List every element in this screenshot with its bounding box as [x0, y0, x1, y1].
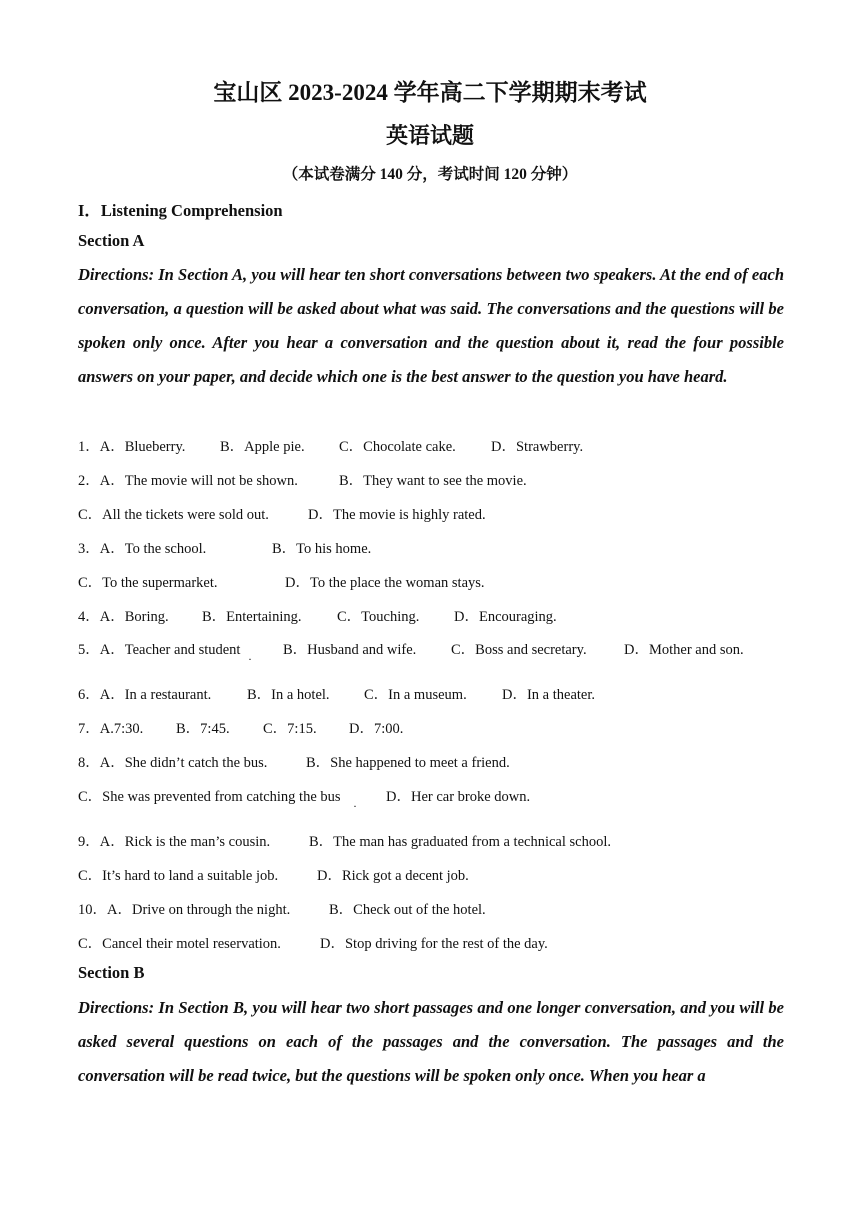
exam-subtitle: 英语试题 [385, 123, 474, 148]
q8-option-d: D．Her car broke down. [386, 789, 531, 805]
q1-option-b: B．Apple pie. [220, 439, 305, 455]
q9-option-b: B．The man has graduated from a technical school. [309, 834, 611, 850]
q3-option-b: B．To his home. [272, 541, 372, 557]
q10-option-d: D．Stop driving for the rest of the day. [320, 936, 548, 952]
emphasis-dot: · [353, 799, 357, 813]
q5-option-d: D．Mother and son. [624, 642, 744, 658]
q7-option-d: D．7:00. [349, 721, 404, 737]
q1-option-a: 1．A．Blueberry. [78, 439, 186, 455]
q7-option-b: B．7:45. [176, 721, 230, 737]
section-b-directions: Directions: In Section B, you will hear two short passages and one longer conversation, and you will be asked several questions on each of the passages and the conversation. The passages and the conversation will be read twice, but the questions will be spoken only once. When you hear a [78, 998, 784, 1085]
q9-option-a: 9．A．Rick is the man’s cousin. [78, 834, 271, 850]
q4-option-a: 4．A．Boring. [78, 609, 169, 625]
exam-title: 宝山区 2023-2024 学年高二下学期期末考试 [213, 80, 647, 105]
q10-option-c: C．Cancel their motel reservation. [78, 936, 281, 952]
q2-option-b: B．They want to see the movie. [339, 473, 527, 489]
q10-option-b: B．Check out of the hotel. [329, 902, 486, 918]
section-a-label: Section A [78, 231, 145, 250]
exam-note: （本试卷满分 140 分，考试时间 120 分钟） [282, 166, 578, 183]
section-b-label: Section B [78, 963, 145, 982]
q3-option-d: D．To the place the woman stays. [285, 575, 485, 591]
q6-option-d: D．In a theater. [502, 687, 596, 703]
q2-option-d: D．The movie is highly rated. [308, 507, 486, 523]
q5-option-c: C．Boss and secretary. [451, 642, 587, 658]
q4-option-b: B．Entertaining. [202, 609, 302, 625]
q2-option-a: 2．A．The movie will not be shown. [78, 473, 298, 489]
q1-option-d: D．Strawberry. [491, 439, 584, 455]
q5-option-a: 5．A．Teacher and student [78, 642, 241, 658]
q5-option-b: B．Husband and wife. [283, 642, 417, 658]
q10-option-a: 10．A．Drive on through the night. [78, 902, 291, 918]
q7-option-c: C．7:15. [263, 721, 317, 737]
q9-option-d: D．Rick got a decent job. [317, 868, 469, 884]
q8-option-c: C．She was prevented from catching the bus [78, 789, 341, 805]
q8-option-b: B．She happened to meet a friend. [306, 755, 510, 771]
part-heading: I．Listening Comprehension [78, 201, 283, 220]
q6-option-c: C．In a museum. [364, 687, 467, 703]
q6-option-b: B．In a hotel. [247, 687, 330, 703]
q3-option-a: 3．A．To the school. [78, 541, 207, 557]
q3-option-c: C．To the supermarket. [78, 575, 218, 591]
q2-option-c: C．All the tickets were sold out. [78, 507, 269, 523]
q1-option-c: C．Chocolate cake. [339, 439, 456, 455]
emphasis-dot: · [248, 652, 252, 666]
q6-option-a: 6．A．In a restaurant. [78, 687, 212, 703]
q4-option-d: D．Encouraging. [454, 609, 557, 625]
section-a-directions: Directions: In Section A, you will hear ten short conversations between two speakers. At the end of each conversation, a question will be asked about what was said. The conversations and the questions will be spoken only once. After you hear a conversation and the question about it, read the four possible answers on your paper, and decide which one is the best answer to the question you have heard. [78, 265, 784, 386]
q9-option-c: C．It’s hard to land a suitable job. [78, 868, 279, 884]
q4-option-c: C．Touching. [337, 609, 420, 625]
q8-option-a: 8．A．She didn’t catch the bus. [78, 755, 268, 771]
q7-option-a: 7．A.7:30. [78, 721, 144, 737]
